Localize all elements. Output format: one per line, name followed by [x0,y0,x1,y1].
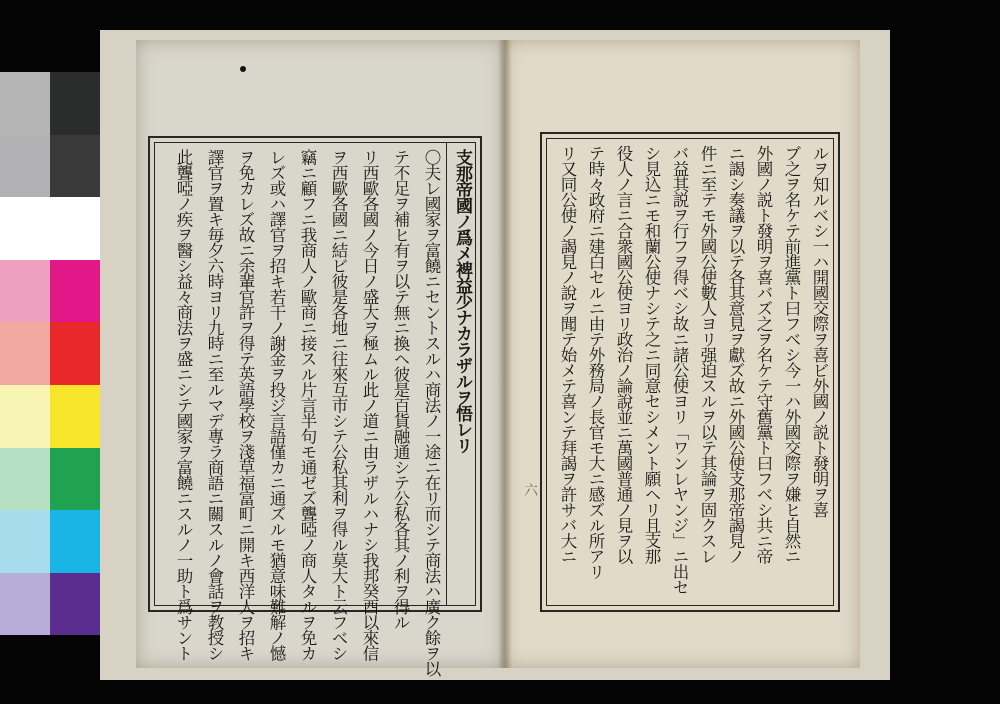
color-swatch [0,448,50,511]
text-line: ヲ西歐各國ニ結ビ彼是各地ニ往來互市シテ公私其利ヲ得ル莫大ト云フベシ [329,149,348,661]
color-swatch [50,510,100,573]
text-line: 竊ニ顧フニ我商人ノ歐商ニ接スル片言半句モ通ゼズ聾啞ノ商人タルヲ免カ [298,149,317,661]
left-text-frame [148,136,482,676]
color-swatch [0,197,50,260]
color-swatch [50,385,100,448]
text-line: レズ或ハ譯官ヲ招キ若干ノ謝金ヲ投ジ言語僅カニ通ズルモ猶意味難解ノ憾 [267,149,286,661]
left-page [136,40,504,676]
color-swatch [50,135,100,198]
column-divider [446,143,447,605]
right-page [504,40,860,668]
text-line: ヲ免カレズ故ニ余輩官許ヲ得テ英語學校ヲ淺草福富町ニ開キ西洋人ヲ招キ [236,149,255,661]
color-swatch [0,260,50,323]
text-line: 外國ノ説ト發明ヲ喜バズ之ヲ名ケテ守舊黨ト曰フベシ共ニ帝 [754,145,773,564]
text-line: リ西歐各國ノ今日ノ盛大ヲ極ムル此ノ道ニ由ラザルハナシ我邦癸酉以來信 [360,149,379,661]
text-line: 此聾啞ノ疾ヲ醫シ益々商法ヲ盛ニシテ國家ヲ富饒ニスルノ一助ト爲サント [174,149,193,661]
text-line: ニ謁シ奏議ヲ以テ各其意見ヲ獻ズ故ニ外國公使支那帝謁見ノ [726,145,745,564]
text-line: 〇夫レ國家ヲ富饒ニセントスルハ商法ノ一途ニ在リ而シテ商法ハ廣ク餘ヲ以 [422,149,441,676]
color-swatch [50,72,100,135]
color-swatch [50,573,100,636]
open-book [100,30,890,680]
ink-mark [240,66,246,72]
text-line: リ又同公使ノ謁見ノ說ヲ聞テ始メテ喜ンテ拜謁ヲ許サバ大ニ [558,145,577,564]
color-swatch [0,135,50,198]
book-gutter [498,40,512,668]
text-line: バ益其説ヲ行フヲ得ベシ故ニ諸公使ヨリ「ワンレヤンジ」ニ出セ [670,145,689,595]
article-title: 支那帝國ノ爲メ裨益少ナカラザルヲ悟レリ [452,149,472,453]
color-swatch [0,72,50,135]
text-line: ブ之ヲ名ケテ前進黨ト曰フベシ今一ハ外國交際ヲ嫌ヒ自然ニ [782,145,801,564]
color-swatch [50,260,100,323]
text-line: 役人ノ言ニ合衆國公使ヨリ政治ノ論說並ニ萬國普通ノ見ヲ以 [614,145,633,564]
text-line: 譯官ヲ置キ毎夕六時ヨリ九時ニ至ルマデ專ラ商語ニ關スルノ會話ヲ教授シ [205,149,224,661]
left-text-frame-inner [154,142,476,676]
text-line: テ時々政府ニ建白セルニ由テ外務局ノ長官モ大ニ感ズル所アリ [586,145,605,579]
color-swatch [50,448,100,511]
color-swatch [50,197,100,260]
color-swatch [50,322,100,385]
page-number: 六 [524,483,538,499]
right-text-frame [540,132,840,612]
text-line: シ見込ニモ和蘭公使ナシテ之ニ同意セシメント願ヘリ且支那 [642,145,661,564]
color-swatch [0,510,50,573]
right-text-frame-inner [546,138,834,606]
text-line: ルヲ知ルベシ一ハ開國交際ヲ喜ビ外國ノ説ト發明ヲ喜 [810,145,829,517]
text-line: 件ニ至テモ外國公使數人ヨリ强迫スルヲ以テ其論ヲ固クスレ [698,145,717,564]
color-swatch [0,322,50,385]
text-line: テ不足ヲ補ヒ有ヲ以テ無ニ換ヘ彼是百貨融通シテ公私各其ノ利ヲ得ル [391,149,410,630]
color-swatch [0,385,50,448]
color-swatch [0,573,50,636]
color-calibration-chart [0,72,100,636]
